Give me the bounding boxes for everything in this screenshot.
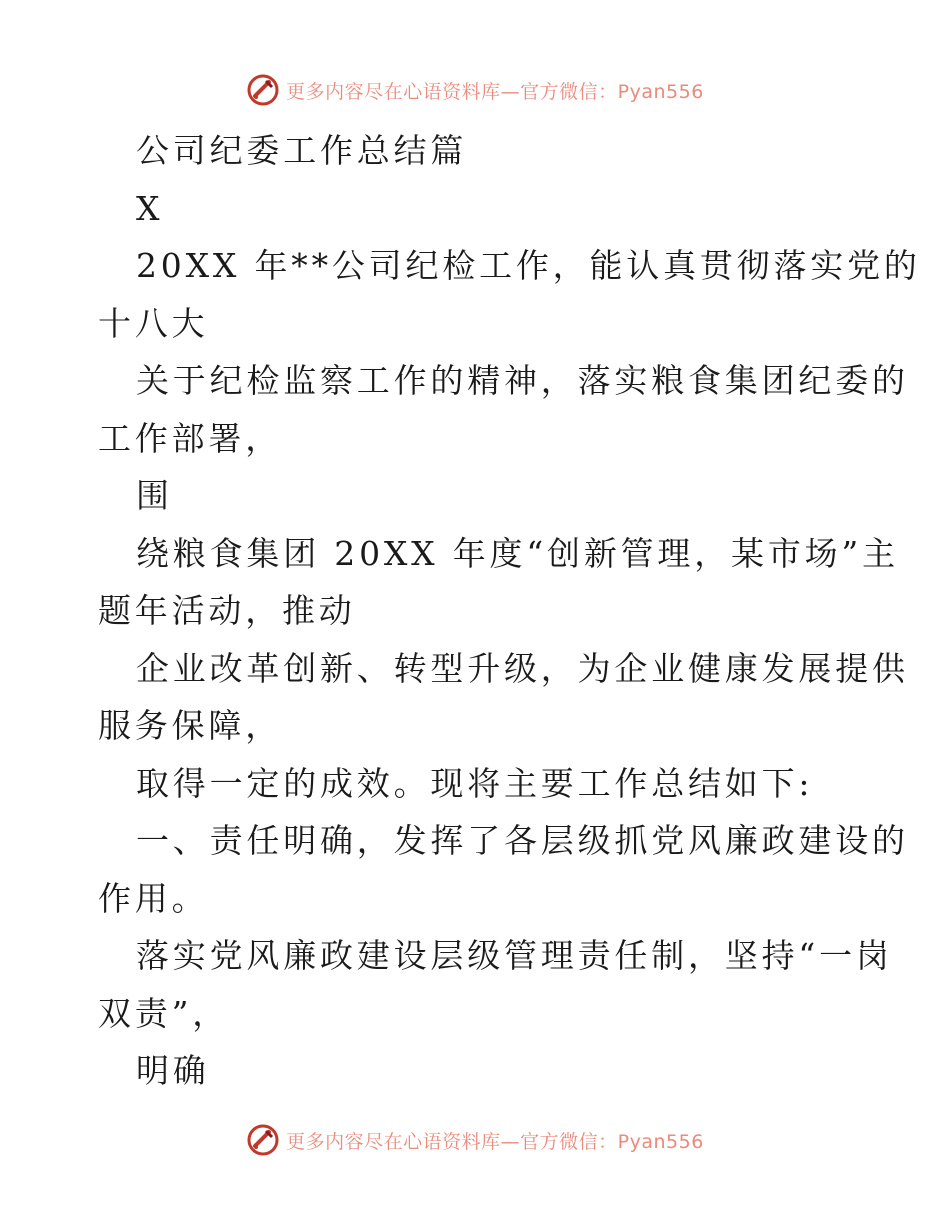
document-body (98, 122, 921, 1100)
header-banner (0, 70, 950, 110)
text-line: 双责”， (98, 993, 230, 1033)
text-line: 落实党风廉政建设层级管理责任制，坚持“一岗 (136, 936, 893, 975)
text-line: 企业改革创新、转型升级，为企业健康发展提供 (136, 648, 909, 688)
text-line: 公司纪委工作总结篇 (136, 131, 468, 170)
text-line: 围 (136, 476, 173, 515)
banner-text: 更多内容尽在心语资料库—官方微信：Pyan556 (286, 1130, 704, 1153)
text-line: 关于纪检监察工作的精神，落实粮食集团纪委的 (136, 361, 909, 400)
pen-circle-logo-icon (246, 1123, 280, 1157)
banner-text: 更多内容尽在心语资料库—官方微信：Pyan556 (286, 80, 704, 103)
text-line: 工作部署， (98, 418, 282, 458)
text-line: 作用。 (98, 878, 209, 918)
text-line: 20XX 年**公司纪检工作，能认真贯彻落实党的 (136, 246, 921, 285)
text-line: 题年活动，推动 (98, 591, 356, 630)
text-line: 取得一定的成效。现将主要工作总结如下: (136, 763, 814, 803)
footer-banner (0, 1120, 950, 1160)
pen-circle-logo-icon (246, 73, 280, 107)
text-line: 一、责任明确，发挥了各层级抓党风廉政建设的 (136, 821, 909, 860)
text-line: 明确 (136, 1051, 210, 1090)
text-line: 绕粮食集团 20XX 年度“创新管理，某市场”主 (136, 533, 899, 573)
text-line: X (136, 188, 164, 228)
text-line: 服务保障， (98, 706, 282, 745)
text-line: 十八大 (98, 303, 209, 343)
